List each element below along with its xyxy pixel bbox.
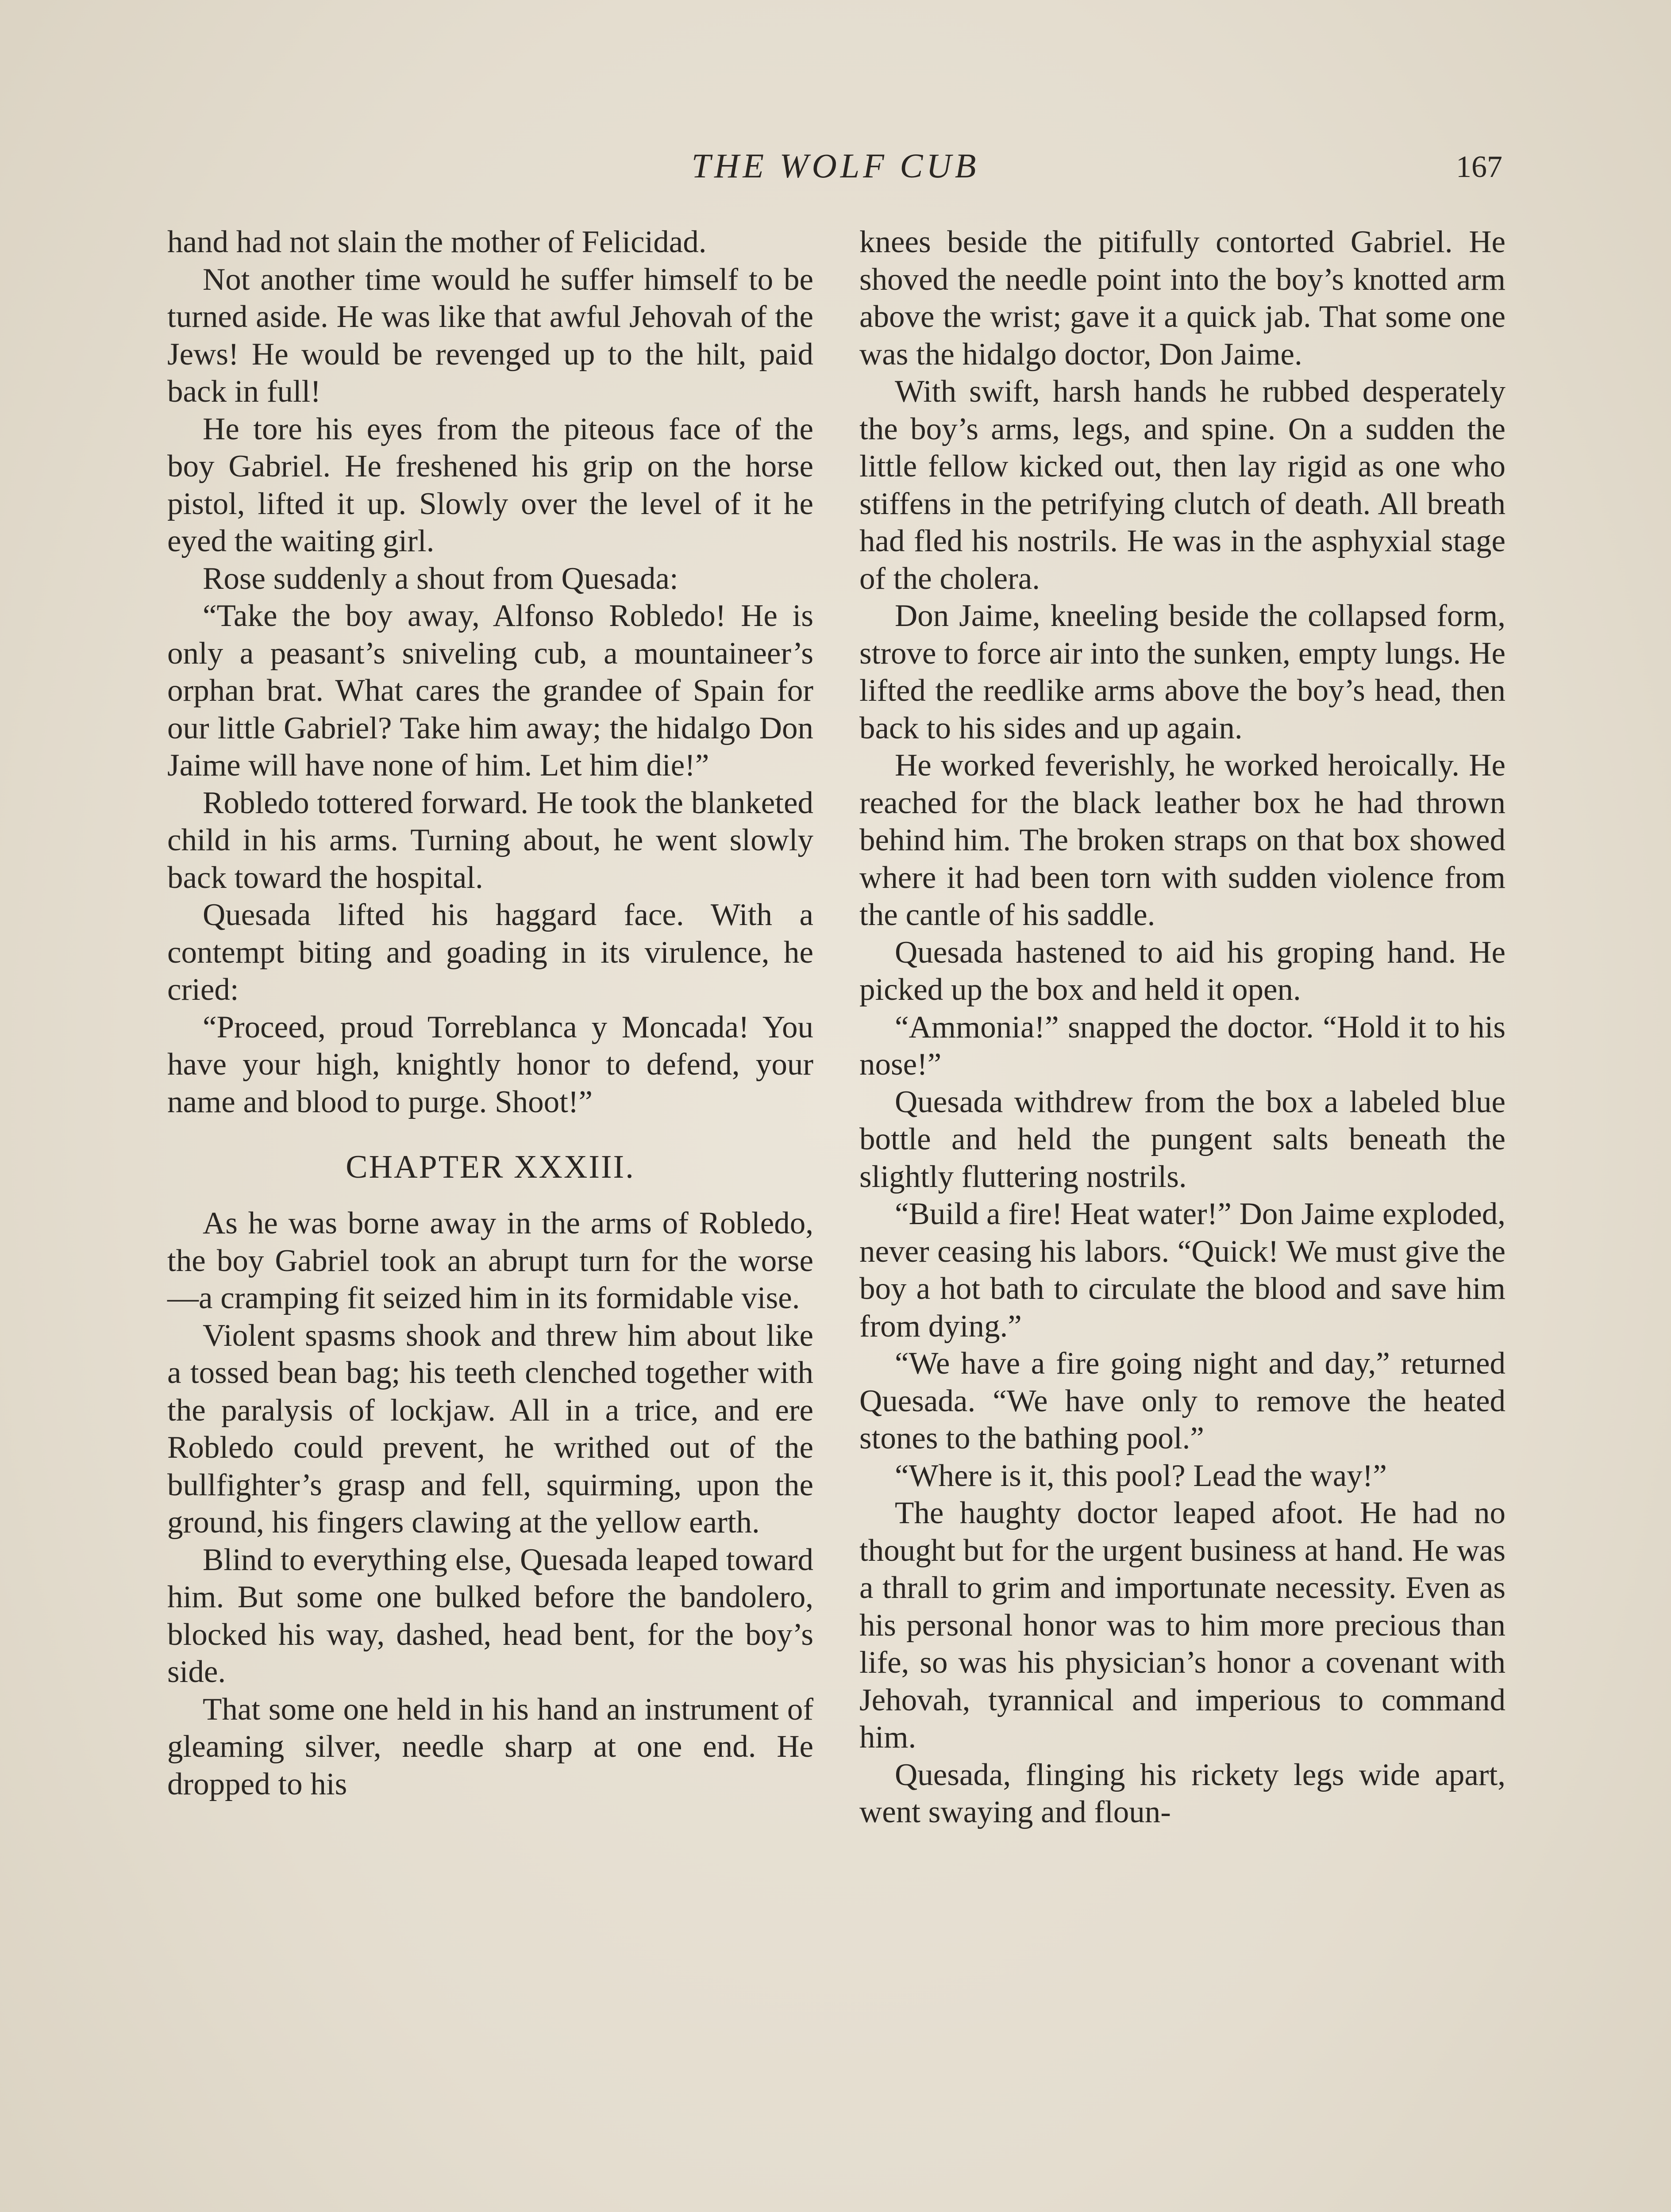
paragraph: “Build a fire! Heat water!” Don Jaime exploded, never ceasing his labors. “Quick! We must give the boy a hot bath to circulate the blood and save him from dying.”: [859, 1197, 1505, 1344]
running-head-title: THE WOLF CUB: [691, 146, 980, 185]
paragraph: Quesada, flinging his rickety legs wide apart, went swaying and floun-: [859, 1757, 1505, 1829]
paragraph: He tore his eyes from the piteous face of the boy Gabriel. He freshened his grip on the horse pistol, lifted it up. Slowly over the level of it he eyed the waiting girl.: [167, 411, 813, 558]
paragraph: That some one held in his hand an instrument of gleaming silver, needle sharp at one end. He dropped to his: [167, 1692, 813, 1801]
paragraph: Don Jaime, kneeling beside the collapsed form, strove to force air into the sunken, empty lungs. He lifted the reedlike arms above the boy’s head, then back to his sides and up again.: [859, 599, 1505, 745]
paragraph: “We have a fire going night and day,” returned Quesada. “We have only to remove the heated stones to the bathing pool.”: [859, 1346, 1505, 1455]
paragraph: “Where is it, this pool? Lead the way!”: [895, 1458, 1387, 1493]
page-number: 167: [1456, 150, 1502, 184]
paragraph: With swift, harsh hands he rubbed desperately the boy’s arms, legs, and spine. On a sudden the little fellow kicked out, then lay rigid as one who stiffens in the petrifying clutch of death. All breath had fled his nostrils. He was in the asphyxial stage of the cholera.: [859, 374, 1505, 596]
paragraph: He worked feverishly, he worked heroically. He reached for the black leather box he had thrown behind him. The broken straps on that box showed where it had been torn with sudden violence from the cantle of his saddle.: [859, 748, 1505, 932]
paragraph: Rose suddenly a shout from Quesada:: [203, 561, 678, 596]
paragraph: As he was borne away in the arms of Robledo, the boy Gabriel took an abrupt turn for the worse—a cramping fit seized him in its formidable vise.: [167, 1206, 813, 1315]
paragraph: knees beside the pitifully contorted Gabriel. He shoved the needle point into the boy’s knotted arm above the wrist; gave it a quick jab. That some one was the hidalgo doctor, Don Jaime.: [859, 225, 1505, 372]
paragraph: hand had not slain the mother of Felicidad.: [167, 225, 707, 259]
paragraph: “Ammonia!” snapped the doctor. “Hold it to his nose!”: [859, 1010, 1505, 1082]
right-column: [859, 223, 1505, 1831]
left-column: [167, 223, 813, 1803]
paragraph: Quesada withdrew from the box a labeled blue bottle and held the pungent salts beneath the slightly fluttering nostrils.: [859, 1084, 1505, 1194]
paragraph: Quesada lifted his haggard face. With a contempt biting and goading in its virulence, he cried:: [167, 898, 813, 1007]
chapter-heading: CHAPTER XXXIII.: [346, 1149, 635, 1185]
paragraph: Not another time would he suffer himself to be turned aside. He was like that awful Jehovah of the Jews! He would be revenged up to the hilt, paid back in full!: [167, 262, 813, 409]
paragraph: Quesada hastened to aid his groping hand. He picked up the box and held it open.: [859, 935, 1505, 1007]
paragraph: Blind to everything else, Quesada leaped toward him. But some one bulked before the bandolero, blocked his way, dashed, head bent, for the boy’s side.: [167, 1542, 813, 1689]
paragraph: “Take the boy away, Alfonso Robledo! He is only a peasant’s sniveling cub, a mountaineer’s orphan brat. What cares the grandee of Spain for our little Gabriel? Take him away; the hidalgo Don Jaime will have none of him. Let him die!”: [167, 599, 813, 783]
paragraph: “Proceed, proud Torreblanca y Moncada! You have your high, knightly honor to defend, your name and blood to purge. Shoot!”: [167, 1010, 813, 1119]
paragraph: Violent spasms shook and threw him about like a tossed bean bag; his teeth clenched together with the paralysis of lockjaw. All in a trice, and ere Robledo could prevent, he writhed out of the bullfighter’s grasp and fell, squirming, upon the ground, his fingers clawing at the yellow earth.: [167, 1318, 813, 1540]
paragraph: The haughty doctor leaped afoot. He had no thought but for the urgent business at hand. He was a thrall to grim and importunate necessity. Even as his personal honor was to him more precious than life, so was his physician’s honor a covenant with Jehovah, tyrannical and imperious to command him.: [859, 1496, 1505, 1755]
paragraph: Robledo tottered forward. He took the blanketed child in his arms. Turning about, he went slowly back toward the hospital.: [167, 785, 813, 895]
